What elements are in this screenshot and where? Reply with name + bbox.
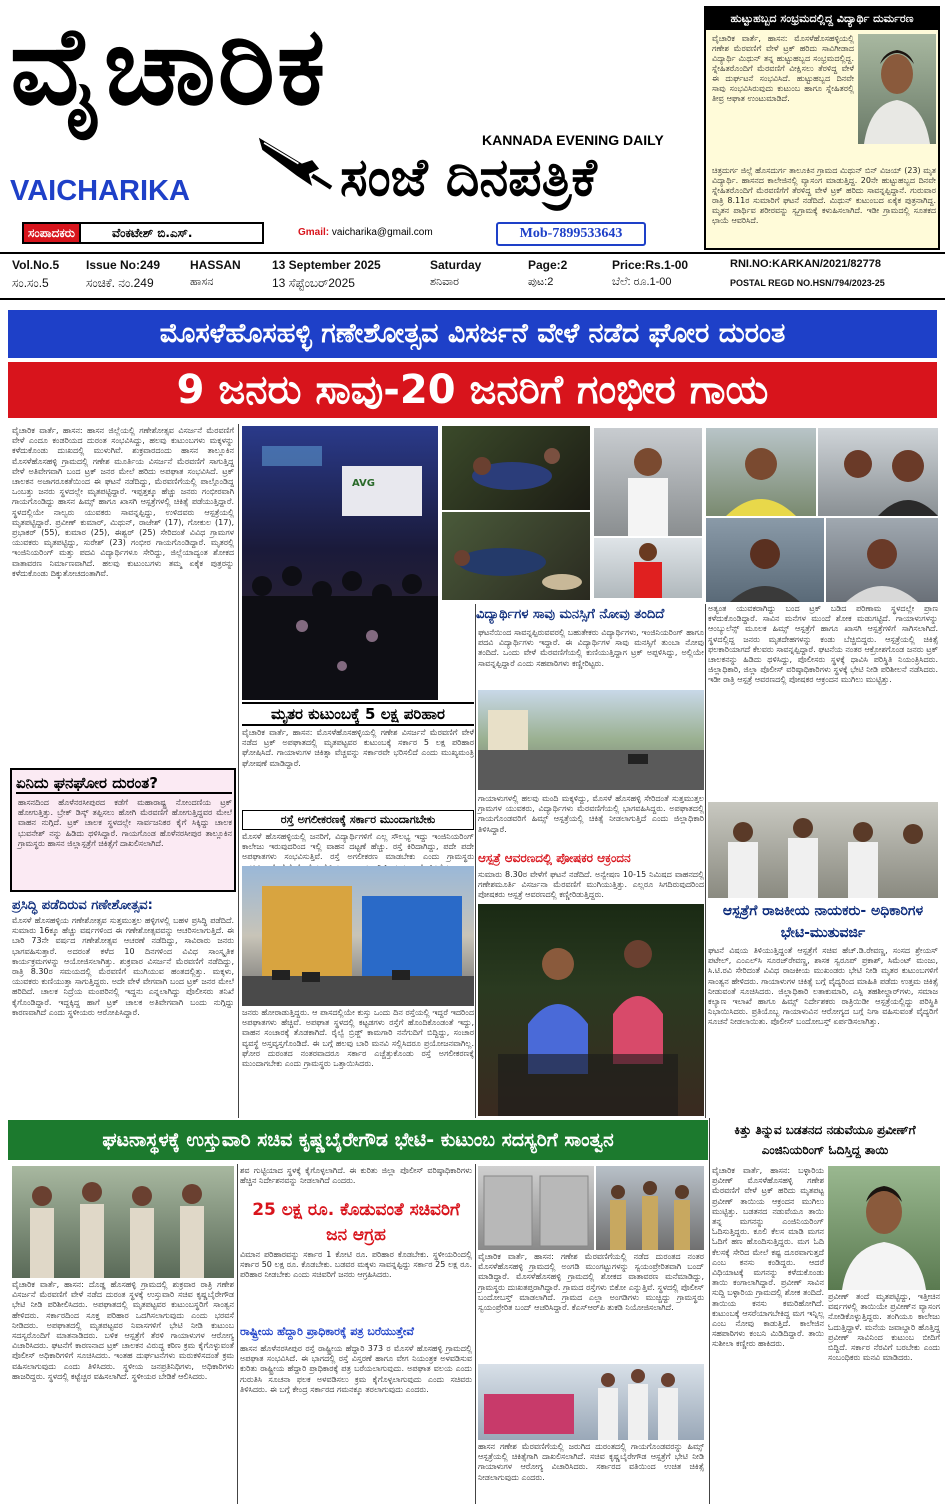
students-title: ವಿದ್ಯಾರ್ಥಿಗಳ ಸಾವು ಮನಸ್ಸಿಗೆ ನೋವು ತಂದಿದೆ: [476, 607, 665, 622]
injured-victims-photo-2: [442, 512, 590, 600]
compensation-title: ಮೃತರ ಕುಟುಂಬಕ್ಕೆ 5 ಲಕ್ಷ ಪರಿಹಾರ: [242, 702, 474, 726]
mother-story-body-2: ಪ್ರವೀಣ್ ತಂದೆ ಮೃತಪಟ್ಟಿದ್ದು, ಇತ್ತೀಚಿನ ವರ್ಷಗಳಲ್ಲಿ ತಾಯಿಯೇ ಪ್ರವೀಣ್‌ನ ವ್ಯಾಸಂಗ ನೋಡಿಕೊಳ್ಳುತ್ತಿದ್ದರು. ತಂಗಿಯೂ ಕಾಲೇಜು ಓದುತ್ತಿದ್ದಾಳೆ. ಮನೆಯ ಜವಾಬ್ದಾರಿ ಹೊತ್ತಿದ್ದ ಪ್ರವೀಣ್ ಸಾವಿನಿಂದ ಕುಟುಂಬ ಬೀದಿಗೆ ಬಿದ್ದಿದೆ. ಸರ್ಕಾರ ನೆರವಿಗೆ ಬರಬೇಕು ಎಂದು ಸಂಬಂಧಿಕರು ಮನವಿ ಮಾಡಿದರು.: [828, 1292, 940, 1363]
demand-body: ವಿಮಾನ ಪರಿಹಾರವನ್ನು ಸರ್ಕಾರ 1 ಕೋಟಿ ರೂ. ಪರಿಹಾರ ಕೊಡಬೇಕು. ಸ್ಥಳೀಯರಿಂದಲ್ಲಿ ಸರ್ಕಾರ 50 ಲಕ್ಷ ರೂ. ಕೊಡಬೇಕು. ಬಡವರ ಮಕ್ಕಳು ಸಾವನ್ನಪ್ಪಿದ್ದು ಸರ್ಕಾರ 25 ಲಕ್ಷ ರೂ. ಪರಿಹಾರ ನೀಡಬೇಕು ಎಂದು ಸಚಿವರಿಗೆ ಜನರು ಆಗ್ರಹಿಸಿದರು.: [240, 1250, 472, 1280]
minister-crowd-icon: [12, 1166, 234, 1278]
closed-shops-photo: [478, 1166, 594, 1250]
info-bar: [0, 252, 945, 300]
crowd-scene-icon: [242, 426, 438, 700]
injured-victims-photo-1: [442, 426, 590, 510]
top-story-body-1: ವೈಚಾರಿಕ ವಾರ್ತೆ, ಹಾಸನ: ಮೊಸಳೆಹೊಸಹಳ್ಳಿಯಲ್ಲಿ ಗಣೇಶ ಮೆರವಣಿಗೆ ವೇಳೆ ಟ್ರಕ್ ಹರಿದು ಸಾವಿಗೀಡಾದ ವಿದ್ಯಾರ್ಥಿ ಮಿಥುನ್ ತನ್ನ ಹುಟ್ಟುಹಬ್ಬದ ಸಂಭ್ರಮದಲ್ಲಿದ್ದ. ಸ್ನೇಹಿತರೊಂದಿಗೆ ಮೆರವಣಿಗೆ ವೀಕ್ಷಿಸಲು ತೆರಳಿದ್ದ ವೇಳೆ ಈ ದುರ್ಘಟನೆ ಸಂಭವಿಸಿದೆ. ಹುಟ್ಟುಹಬ್ಬದ ದಿನವೇ ಸಾವು ಸಂಭವಿಸಿರುವುದು ಕುಟುಂಬ ಹಾಗೂ ಸ್ನೇಹಿತರಲ್ಲಿ ತೀವ್ರ ಆಘಾತ ಉಂಟುಮಾಡಿದೆ.: [712, 34, 854, 103]
leaders-title: ಆಸ್ಪತ್ರೆಗೆ ರಾಜಕೀಯ ನಾಯಕರು- ಅಧಿಕಾರಿಗಳ ಭೇಟಿ-ಮುತುವರ್ಜಿ: [722, 903, 924, 941]
mobile-box[interactable]: Mob-7899533643: [496, 222, 646, 246]
students-body: ಘಟನೆಯಿಂದ ಸಾವನ್ನಪ್ಪಿರುವವರಲ್ಲಿ ಬಹುತೇಕರು ವಿದ್ಯಾರ್ಥಿಗಳು, ಇಂಜಿನಿಯರಿಂಗ್ ಹಾಗೂ ಪದವಿ ವಿದ್ಯಾರ್ಥಿಗಳು ಇದ್ದಾರೆ. ಈ ವಿದ್ಯಾರ್ಥಿಗಳ ಸಾವು ಮನಸ್ಸಿಗೆ ತುಂಬಾ ನೋವು ತಂದಿದೆ. ಒಂದು ವೇಳೆ ಮೆರವಣಿಗೆಯಲ್ಲಿ ಕುಣಿಯುತ್ತಿದ್ದಾಗ ಟ್ರಕ್ ಅಪ್ಪಳಿಸಿದ್ದು, ಅಲ್ಲಿಯೇ ಸಾವನ್ನಪ್ಪಿದ್ದಾರೆ ಎಂದು ಸಹಪಾಠಿಗಳು ಕಣ್ಣೀರಿಟ್ಟರು.: [478, 628, 704, 668]
ward-scene-icon: [478, 1364, 704, 1440]
right-col-body: ಅತ್ಯಂತ ಯುವಕರಾಗಿದ್ದು ಬಂದ ಟ್ರಕ್ ಬಡಿದ ಪರಿಣಾಮ ಸ್ಥಳದಲ್ಲೇ ಪ್ರಾಣ ಕಳೆದುಕೊಂಡಿದ್ದಾರೆ. ಸಾವಿನ ಮನೆಗಳ ಮುಂದೆ ಶೋಕ ಮಡುಗಟ್ಟಿದೆ. ಗಾಯಾಳುಗಳನ್ನು ಆಂಬ್ಯುಲೆನ್ಸ್ ಮೂಲಕ ಹಿಮ್ಸ್ ಆಸ್ಪತ್ರೆಗೆ ಹಾಗೂ ಖಾಸಗಿ ಆಸ್ಪತ್ರೆಗಳಿಗೆ ಸಾಗಿಸಲಾಗಿದೆ. ಸ್ಥಳದಲ್ಲಿದ್ದ ಜನರು ಮೃತದೇಹಗಳನ್ನು ಕಂಡು ಬೆಚ್ಚಿಬಿದ್ದರು. ಆಸ್ಪತ್ರೆಯಲ್ಲಿ ಚಿಕಿತ್ಸೆ ಫಲಕಾರಿಯಾಗದೆ ಕೆಲವರು ಸಾವನ್ನಪ್ಪಿದ್ದಾರೆ. ಘಟನೆಯ ನಂತರ ಆಕ್ರೋಶಗೊಂಡ ಜನರು ಟ್ರಕ್ ಚಾಲಕನನ್ನು ಹಿಡಿದು ಥಳಿಸಿದ್ದು, ಪೊಲೀಸರು ಸ್ಥಳಕ್ಕೆ ಧಾವಿಸಿ ಪರಿಸ್ಥಿತಿ ನಿಯಂತ್ರಿಸಿದರು. ಜಿಲ್ಲಾಧಿಕಾರಿ, ಜಿಲ್ಲಾ ಪೊಲೀಸ್ ವರಿಷ್ಠಾಧಿಕಾರಿಗಳು ಸ್ಥಳಕ್ಕೆ ಭೇಟಿ ನೀಡಿ ಪರಿಶೀಲನೆ ನಡೆಸಿದರು. ಇಡೀ ರಾತ್ರಿ ಆಸ್ಪತ್ರೆ ಆವರಣದಲ್ಲಿ ಪೋಷಕರ ಆಕ್ರಂದನ ಮುಗಿಲು ಮುಟ್ಟಿತ್ತು.: [708, 604, 938, 685]
city-en: HASSAN: [190, 258, 241, 272]
date-kn: 13 ಸೆಪ್ಟೆಂಬರ್2025: [272, 276, 355, 290]
road-widening-title: ರಸ್ತೆ ಅಗಲೀಕರಣಕ್ಕೆ ಸರ್ಕಾರ ಮುಂದಾಗಬೇಕು: [242, 810, 474, 830]
compensation-body: ವೈಚಾರಿಕ ವಾರ್ತೆ, ಹಾಸನ: ಮೊಸಳೆಹೊಸಹಳ್ಳಿಯಲ್ಲಿ ಗಣೇಶ ವಿಸರ್ಜನೆ ಮೆರವಣಿಗೆ ವೇಳೆ ನಡೆದ ಟ್ರಕ್ ಅಪಘಾತದಲ್ಲಿ ಮೃತಪಟ್ಟವರ ಕುಟುಂಬಕ್ಕೆ ಸರ್ಕಾರ 5 ಲಕ್ಷ ಪರಿಹಾರ ಘೋಷಿಸಿದೆ. ಗಾಯಾಳುಗಳ ಚಿಕಿತ್ಸಾ ವೆಚ್ಚವನ್ನು ಸರ್ಕಾರವೇ ಭರಿಸಲಿದೆ ಎಂದು ಮುಖ್ಯಮಂತ್ರಿ ಘೋಷಣೆ ಮಾಡಿದ್ದಾರೆ.: [242, 728, 474, 768]
what-happened-box: [10, 768, 236, 892]
lead-col1-body: ವೈಚಾರಿಕ ವಾರ್ತೆ, ಹಾಸನ: ಹಾಸನ ಜಿಲ್ಲೆಯಲ್ಲಿ ಗಣೇಶೋತ್ಸವ ವಿಸರ್ಜನೆ ಮೆರವಣಿಗೆ ವೇಳೆ ಎಂದೂ ಕಂಡರಿಯದ ದುರಂತ ಸಂಭವಿಸಿದ್ದು, ಹಲವು ಕುಟುಂಬಗಳು ಮಕ್ಕಳನ್ನು ಕಳೆದುಕೊಂಡು ದುಃಖದಲ್ಲಿ ಮುಳುಗಿವೆ. ಶುಕ್ರವಾರದಂದು ಹಾಸನ ತಾಲ್ಲೂಕಿನ ಮೊಸಳೆಹೊಸಹಳ್ಳಿ ಗ್ರಾಮದಲ್ಲಿ ಗಣೇಶ ಮೂರ್ತಿಯ ವಿಸರ್ಜನೆ ಮೆರವಣಿಗೆ ಸಾಗುತ್ತಿದ್ದ ವೇಳೆ ಅತಿವೇಗವಾಗಿ ಬಂದ ಟ್ರಕ್ ಜನರ ಮೇಲೆ ಹರಿದು ಅಪಘಾತ ಸಂಭವಿಸಿದೆ. ಟ್ರಕ್ ಚಾಲಕನ ಅಜಾಗರೂಕತೆಯಿಂದ ಈ ಘಟನೆ ನಡೆದಿದ್ದು, ಮೆರವಣಿಗೆಯಲ್ಲಿ ಪಾಲ್ಗೊಂಡಿದ್ದ ಒಂಬತ್ತು ಜನರು ಸ್ಥಳದಲ್ಲೇ ಮೃತಪಟ್ಟಿದ್ದಾರೆ. ಇಪ್ಪತ್ತಕ್ಕೂ ಹೆಚ್ಚು ಜನರು ಗಂಭೀರವಾಗಿ ಗಾಯಗೊಂಡಿದ್ದು ಹಾಸನ ಹಿಮ್ಸ್ ಹಾಗೂ ಖಾಸಗಿ ಆಸ್ಪತ್ರೆಗಳಲ್ಲಿ ಚಿಕಿತ್ಸೆ ಪಡೆಯುತ್ತಿದ್ದಾರೆ. ಸ್ಥಳದಲ್ಲಿಯೇ ನಾಲ್ವರು ಯುವಕರು ಸಾವನ್ನಪ್ಪಿದ್ದು, ಉಳಿದವರು ಆಸ್ಪತ್ರೆಯಲ್ಲಿ ಮೃತಪಟ್ಟಿದ್ದಾರೆ. ಪ್ರವೀಣ್ ಕುಮಾರ್, ಮಿಥುನ್, ರಾಜೇಶ್ (17), ಗೋಕುಲ (17), ಪ್ರಭಾಕರ್ (55), ಕುಮಾರ (25), ಈಶ್ವರ್ (25) ಸೇರಿದಂತೆ ವಿವಿಧ ಗ್ರಾಮಗಳ ಯುವಕರು ಮೃತಪಟ್ಟಿದ್ದು, ಸುರೇಶ್ (23) ಗಂಭೀರ ಗಾಯಗೊಂಡಿದ್ದಾರೆ. ಮೃತರಲ್ಲಿ ಇಂಜಿನಿಯರಿಂಗ್ ಮತ್ತು ಪದವಿ ವಿದ್ಯಾರ್ಥಿಗಳೂ ಸೇರಿದ್ದು, ಜಿಲ್ಲೆಯಾದ್ಯಂತ ಶೋಕದ ವಾತಾವರಣ ನಿರ್ಮಾಣವಾಗಿದೆ. ಹಲವು ಕುಟುಂಬಗಳು ತಮ್ಮ ಏಕೈಕ ಪುತ್ರರನ್ನು ಕಳೆದುಕೊಂಡು ದಿಕ್ಕುತೋಚದಂತಾಗಿವೆ.: [12, 426, 234, 578]
gmail-line: [298, 227, 433, 238]
hospital-relatives-photo: [478, 904, 704, 1116]
procession-crowd-photo: [242, 426, 438, 700]
price-kn: ಬೆಲೆ: ರೂ.1-00: [612, 276, 672, 288]
praveen-portrait-photo: [828, 1166, 940, 1290]
date-en: 13 September 2025: [272, 258, 381, 272]
minister-visit-banner: ಘಟನಾಸ್ಥಳಕ್ಕೆ ಉಸ್ತುವಾರಿ ಸಚಿವ ಕೃಷ್ಣಬೈರೇಗೌಡ ಭೇಟಿ- ಕುಟುಂಬ ಸದಸ್ಯರಿಗೆ ಸಾಂತ್ವನ: [8, 1120, 708, 1160]
highway-title: ರಾಷ್ಟ್ರೀಯ ಹೆದ್ದಾರಿ ಪ್ರಾಧಿಕಾರಕ್ಕೆ ಪತ್ರ ಬರೆಯುತ್ತೇವೆ: [240, 1325, 414, 1338]
column-rule-6: [709, 1118, 710, 1504]
victim-photo-2: [594, 538, 702, 598]
minister-visit-photo: [12, 1166, 234, 1278]
editor-bar: [22, 222, 264, 244]
issue-en: Issue No:249: [86, 258, 161, 272]
tagline-english: KANNADA EVENING DAILY: [482, 132, 664, 148]
day-kn: ಶನಿವಾರ: [430, 276, 459, 288]
demand-title: 25 ಲಕ್ಷ ರೂ. ಕೊಡುವಂತೆ ಸಚಿವರಿಗೆ ಜನ ಆಗ್ರಹ: [252, 1200, 460, 1245]
officials-at-hospital-photo: [708, 802, 938, 898]
person-icon: [818, 428, 938, 516]
person-icon: [826, 518, 938, 602]
column-rule-4: [237, 1164, 238, 1504]
top-right-story: [704, 6, 940, 250]
praveen-silhouette-icon: [828, 1166, 940, 1290]
lead-headline-2: 9 ಜನರು ಸಾವು-20 ಜನರಿಗೆ ಗಂಭೀರ ಗಾಯ: [8, 362, 937, 418]
top-story-body-2: ಚಿತ್ರದುರ್ಗ ಜಿಲ್ಲೆ ಹೊಸದುರ್ಗ ತಾಲೂಕಿನ ಗ್ರಾಮದ ಮಿಥುನ್ ಬಿನ್ ವಿಜಯ್ (23) ಮೃತ ವಿದ್ಯಾರ್ಥಿ. ಹಾಸನದ ಕಾಲೇಜಿನಲ್ಲಿ ವ್ಯಾಸಂಗ ಮಾಡುತ್ತಿದ್ದ. 20ನೇ ಹುಟ್ಟುಹಬ್ಬದ ದಿನವೇ ಸ್ನೇಹಿತರೊಂದಿಗೆ ಮೆರವಣಿಗೆಗೆ ತೆರಳಿದ್ದ ವೇಳೆ ಟ್ರಕ್ ಹರಿದು ಸಾವನ್ನಪ್ಪಿದ್ದಾನೆ. ಗುರುವಾರ ರಾತ್ರಿ 8.11ರ ಸುಮಾರಿಗೆ ಘಟನೆ ನಡೆದಿದೆ. ಮಿಥುನ್ ಕುಟುಂಬದ ಏಕೈಕ ಪುತ್ರನಾಗಿದ್ದ. ಮೃತನ ಪಾರ್ಥಿವ ಶರೀರವನ್ನು ಸ್ವಗ್ರಾಮಕ್ಕೆ ಕಳುಹಿಸಲಾಗಿದೆ. ಇಡೀ ಗ್ರಾಮದಲ್ಲಿ ಸೂತಕದ ಛಾಯೆ ಆವರಿಸಿದೆ.: [712, 166, 936, 225]
mother-story-title: ಕಿತ್ತು ತಿನ್ನುವ ಬಡತನದ ನಡುವೆಯೂ ಪ್ರವೀಣ್‌ಗೆ ಎಂಜಿನಿಯರಿಂಗ್ ಓದಿಸ್ತಿದ್ದ ತಾಯಿ: [734, 1123, 916, 1157]
highway-scene-icon: [478, 690, 704, 790]
person-icon: [594, 428, 702, 536]
minister-visit-body: ವೈಚಾರಿಕ ವಾರ್ತೆ, ಹಾಸನ: ದೊಡ್ಡ ಹೊಸಹಳ್ಳಿ ಗ್ರಾಮದಲ್ಲಿ ಶುಕ್ರವಾರ ರಾತ್ರಿ ಗಣೇಶ ವಿಸರ್ಜನೆ ಮೆರವಣಿಗೆ ವೇಳೆ ನಡೆದ ದುರಂತ ಸ್ಥಳಕ್ಕೆ ಉಸ್ತುವಾರಿ ಸಚಿವ ಕೃಷ್ಣಬೈರೇಗೌಡ ಭೇಟಿ ನೀಡಿ ಪರಿಶೀಲಿಸಿದರು. ಅಪಘಾತದಲ್ಲಿ ಮೃತಪಟ್ಟವರ ಕುಟುಂಬಸ್ಥರಿಗೆ ಸಾಂತ್ವನ ಹೇಳಿದರು. ಸರ್ಕಾರದಿಂದ ಸೂಕ್ತ ಪರಿಹಾರ ಒದಗಿಸಲಾಗುವುದು ಎಂದು ಭರವಸೆ ನೀಡಿದರು. ಅಪಘಾತದಲ್ಲಿ ಮೃತಪಟ್ಟವರ ನಿವಾಸಗಳಿಗೆ ಭೇಟಿ ನೀಡಿ ಕುಟುಂಬ ಸದಸ್ಯರೊಂದಿಗೆ ಮಾತನಾಡಿದರು. ಬಳಿಕ ಆಸ್ಪತ್ರೆಗೆ ತೆರಳಿ ಗಾಯಾಳುಗಳ ಆರೋಗ್ಯ ವಿಚಾರಿಸಿದರು. ಘಟನೆಗೆ ಕಾರಣನಾದ ಟ್ರಕ್ ಚಾಲಕನ ವಿರುದ್ಧ ಕಠಿಣ ಕ್ರಮ ಕೈಗೊಳ್ಳುವಂತೆ ಪೊಲೀಸ್ ಅಧಿಕಾರಿಗಳಿಗೆ ಸೂಚಿಸಿದರು. ಇಂತಹ ದುರ್ಘಟನೆಗಳು ಮರುಕಳಿಸದಂತೆ ಕ್ರಮ ವಹಿಸಲಾಗುವುದು ಎಂದು ತಿಳಿಸಿದರು. ಸ್ಥಳೀಯ ಜನಪ್ರತಿನಿಧಿಗಳು, ಅಧಿಕಾರಿಗಳು ಹಾಜರಿದ್ದರು. ಸ್ಥಳದಲ್ಲಿ ಕಟ್ಟೆಚ್ಚರ ವಹಿಸಲಾಗಿದೆ. ಸ್ಥಳೀಯರ ಬೇಡಿಕೆ ಆಲಿಸಿದರು.: [12, 1280, 234, 1381]
column-rule-1: [238, 424, 239, 1118]
hospital-ward-photo: [478, 1364, 704, 1440]
person-icon-red-shirt: [594, 538, 702, 598]
masthead-title-english: VAICHARIKA: [10, 175, 190, 207]
what-happened-body: ಹಾಸನದಿಂದ ಹೊಳೆನರಸೀಪುರದ ಕಡೆಗೆ ಮಹಾರಾಷ್ಟ್ರ ನೋಂದಣಿಯ ಟ್ರಕ್ ಹೋಗುತ್ತಿತ್ತು. ಬ್ರೇಕ್ ಡಿಸ್ಕ್ ತಪ್ಪಿಸಲು ಹೋಗಿ ಮೆರವಣಿಗೆ ಹೋಗುತ್ತಿದ್ದವರ ಮೇಲೆ ವಾಹನ ನುಗ್ಗಿದೆ. ಟ್ರಕ್ ಚಾಲಕ ಸ್ಥಳದಲ್ಲೇ ಸಾರ್ವಜನಿಕರ ಕೈಗೆ ಸಿಕ್ಕಿದ್ದು ಚಾಲಕ ಭುವನೇಶ್ ನನ್ನು ಹಿಡಿದು ಥಳಿಸಿದ್ದಾರೆ. ಗಾಯಗೊಂಡ ಹೊಳೆನರಸೀಪುರ ತಾಲ್ಲೂಕಿನ ಗ್ರಾಮಸ್ಥರು ಹಾಸನ ಜಿಲ್ಲಾಸ್ಪತ್ರೆಗೆ ಚಿಕಿತ್ಸೆಗೆ ದಾಖಲಿಸಲಾಗಿದೆ.: [18, 798, 232, 848]
police-at-village-photo: [596, 1166, 704, 1250]
person-icon: [706, 428, 816, 516]
accident-site-buildings-photo: [242, 866, 474, 1006]
shutters-icon: [478, 1166, 594, 1250]
editor-label: ಸಂಪಾದಕರು: [24, 224, 81, 242]
gmail-address[interactable]: vaicharika@gmail.com: [331, 227, 433, 238]
lead-headline-1: ಮೊಸಳೆಹೊಸಹಳ್ಳಿ ಗಣೇಶೋತ್ಸವ ವಿಸರ್ಜನೆ ವೇಳೆ ನಡೆದ ಘೋರ ದುರಂತ: [8, 310, 937, 358]
victim-photo-5: [706, 518, 824, 602]
victim-photo-6: [826, 518, 938, 602]
masthead: [0, 0, 700, 252]
person-icon: [706, 518, 824, 602]
police-icon: [596, 1166, 704, 1250]
ganesha-body: ಮೊಸಳೆ ಹೊಸಹಳ್ಳಿಯ ಗಣೇಶೋತ್ಸವ ಸುತ್ತಮುತ್ತಲ ಹಳ್ಳಿಗಳಲ್ಲಿ ಬಹಳ ಪ್ರಸಿದ್ಧಿ ಪಡೆದಿದೆ. ಸುಮಾರು 16ಕ್ಕೂ ಹೆಚ್ಚು ವರ್ಷಗಳಿಂದ ಈ ಗಣೇಶೋತ್ಸವವನ್ನು ಆಚರಿಸಲಾಗುತ್ತಿದೆ. ಈ ಬಾರಿ 73ನೇ ವರ್ಷದ ಗಣೇಶೋತ್ಸವ ಆಚರಣೆ ನಡೆದಿದ್ದು, ಸಾವಿರಾರು ಜನರು ಭಾಗವಹಿಸುತ್ತಾರೆ. ಅದರಂತೆ ಕಳೆದ 10 ದಿನಗಳಿಂದ ವಿವಿಧ ಸಾಂಸ್ಕೃತಿಕ ಕಾರ್ಯಕ್ರಮಗಳನ್ನು ಆಯೋಜಿಸಲಾಗಿತ್ತು. ಶುಕ್ರವಾರ ವಿಸರ್ಜನೆ ಮೆರವಣಿಗೆ ನಡೆದಿದ್ದು, ರಾತ್ರಿ 8.30ರ ಸಮಯದಲ್ಲಿ ಮೆರವಣಿಗೆ ಮುಗಿಯುವ ಹಂತದಲ್ಲಿತ್ತು. ಮಕ್ಕಳು, ಯುವಕರು ಕುಣಿಯುತ್ತಾ ಸಾಗುತ್ತಿದ್ದರು. ಅದೇ ವೇಳೆ ವೇಗವಾಗಿ ಬಂದ ಟ್ರಕ್ ಜನರ ಮೇಲೆ ಹರಿದಿದೆ. ಚಾಲಕ ನಿದ್ರೆಯ ಮಂಪರಿನಲ್ಲಿ ಇದ್ದನು ಎನ್ನಲಾಗಿದ್ದು ಪೊಲೀಸರು ತನಿಖೆ ಕೈಗೊಂಡಿದ್ದಾರೆ. ಇದ್ದಕ್ಕಿದ್ದ ಹಾಗೆ ಟ್ರಕ್ ಚಾಲಕ ಅತಿವೇಗವಾಗಿ ಬಂದು ನುಗ್ಗಿದ್ದು ಕಾರಣವಾಗಿದೆ ಎಂದು ಸ್ಥಳೀಯರು ಆರೋಪಿಸಿದ್ದಾರೆ.: [12, 916, 234, 1017]
mourning-scene-icon: [478, 904, 704, 1116]
fountain-pen-icon: [252, 126, 338, 196]
vol-kn: ಸಂ.ಸಂ.5: [12, 276, 49, 290]
students-body-2: ಗಾಯಾಳುಗಳಲ್ಲಿ ಹಲವು ಮಂದಿ ಮಕ್ಕಳಿದ್ದು, ಮೊಸಳೆ ಹೊಸಹಳ್ಳಿ ಸೇರಿದಂತೆ ಸುತ್ತಮುತ್ತಲ ಗ್ರಾಮಗಳ ಯುವಕರು, ವಿದ್ಯಾರ್ಥಿಗಳು ಮೆರವಣಿಗೆಯಲ್ಲಿ ಭಾಗವಹಿಸಿದ್ದರು. ಅಪಘಾತದಲ್ಲಿ ಗಾಯಗೊಂಡವರಿಗೆ ಹಿಮ್ಸ್ ಆಸ್ಪತ್ರೆಯಲ್ಲಿ ಚಿಕಿತ್ಸೆ ನೀಡಲಾಗುತ್ತಿದೆ ಎಂದು ಜಿಲ್ಲಾಧಿಕಾರಿ ತಿಳಿಸಿದ್ದಾರೆ.: [478, 794, 704, 834]
leaders-body: ಘಟನೆ ವಿಷಯ ತಿಳಿಯುತ್ತಿದ್ದಂತೆ ಆಸ್ಪತ್ರೆಗೆ ಸಚಿವ ಹೆಚ್.ಡಿ.ರೇವಣ್ಣ, ಸಂಸದ ಶ್ರೇಯಸ್ ಪಟೇಲ್, ಎಂಎಲ್‌ಸಿ ಸೂರಜ್‌ರೇವಣ್ಣ, ಶಾಸಕ ಸ್ವರೂಪ್ ಪ್ರಕಾಶ್, ಸಿಮೆಂಟ್ ಮಂಜು, ಸಿ.ಟಿ.ರವಿ ಸೇರಿದಂತೆ ವಿವಿಧ ರಾಜಕೀಯ ಮುಖಂಡರು ಭೇಟಿ ನೀಡಿ ಮೃತರ ಕುಟುಂಬಗಳಿಗೆ ಸಾಂತ್ವನ ಹೇಳಿದರು. ಗಾಯಾಳುಗಳ ಚಿಕಿತ್ಸೆ ಬಗ್ಗೆ ವೈದ್ಯರಿಂದ ಮಾಹಿತಿ ಪಡೆದು ಉತ್ತಮ ಚಿಕಿತ್ಸೆ ನೀಡುವಂತೆ ಸೂಚಿಸಿದರು. ಜಿಲ್ಲಾಧಿಕಾರಿ ಲತಾಕುಮಾರಿ, ಎಸ್ಪಿ ತಹಶೀಲ್ದಾರ್‌ಗಳು, ಸಮಾಜ ಕಲ್ಯಾಣ ಇಲಾಖೆ ಹಾಗೂ ಹಿಮ್ಸ್ ನಿರ್ದೇಶಕರು ರಾತ್ರಿಯಿಡೀ ಆಸ್ಪತ್ರೆಯಲ್ಲಿದ್ದು ಪರಿಸ್ಥಿತಿ ನಿಭಾಯಿಸಿದರು. ಪ್ರತಿಯೊಬ್ಬ ಗಾಯಾಳುವಿನ ಆರೋಗ್ಯದ ಬಗ್ಗೆ ನಿಗಾ ವಹಿಸುವಂತೆ ವೈದ್ಯರಿಗೆ ಸೂಚನೆ ನೀಡಲಾಯಿತು. ಪೊಲೀಸ್ ಬಂದೋಬಸ್ತ್ ಏರ್ಪಡಿಸಲಾಗಿತ್ತು.: [708, 946, 938, 1027]
street-scene-icon: [242, 866, 474, 1006]
victims-ground-icon: [442, 512, 590, 600]
bandh-body: ವೈಚಾರಿಕ ವಾರ್ತೆ, ಹಾಸನ: ಗಣೇಶ ಮೆರವಣಿಗೆಯಲ್ಲಿ ನಡೆದ ದುರಂತದ ನಂತರ ಮೊಸಳೆಹೊಸಹಳ್ಳಿ ಗ್ರಾಮದಲ್ಲಿ ಅಂಗಡಿ ಮುಂಗಟ್ಟುಗಳನ್ನು ಸ್ವಯಂಪ್ರೇರಿತವಾಗಿ ಬಂದ್ ಮಾಡಿದ್ದಾರೆ. ಮೊಸಳೆಹೊಸಹಳ್ಳಿ ಗ್ರಾಮದಲ್ಲಿ ಶೋಕದ ವಾತಾವರಣ ಮನೆಮಾಡಿದ್ದು, ಗ್ರಾಮಸ್ಥರು ದುಃಖತಪ್ತರಾಗಿದ್ದಾರೆ. ಗ್ರಾಮದ ರಸ್ತೆಗಳು ಬಿಕೋ ಎನ್ನುತ್ತಿವೆ. ಸ್ಥಳದಲ್ಲಿ ಪೊಲೀಸ್ ಬಂದೋಬಸ್ತ್ ಮಾಡಲಾಗಿದೆ. ಗ್ರಾಮದ ಎಲ್ಲಾ ಅಂಗಡಿಗಳು ಮುಚ್ಚಿದ್ದು ಗ್ರಾಮಸ್ಥರು ಸ್ವಯಂಪ್ರೇರಿತ ಬಂದ್ ಆಚರಿಸಿದ್ದಾರೆ. ಕೆಎಸ್ಆರ್‌ಪಿ ತುಕಡಿ ನಿಯೋಜಿಸಲಾಗಿದೆ.: [478, 1252, 704, 1313]
victim-photo-1: [594, 428, 702, 536]
top-story-title: ಹುಟ್ಟುಹಬ್ಬದ ಸಂಭ್ರಮದಲ್ಲಿದ್ದ ವಿದ್ಯಾರ್ಥಿ ದುರ್ಮರಣ: [706, 8, 938, 30]
victim-photo-3: [706, 428, 816, 516]
gmail-label: Gmail:: [298, 227, 330, 238]
column-rule-5: [475, 1164, 476, 1504]
editor-name: ವೆಂಕಟೇಶ್ ಬಿ.ಎಸ್.: [112, 226, 193, 240]
rni-number: RNI.NO:KARKAN/2021/82778: [730, 258, 881, 270]
page-en: Page:2: [528, 258, 568, 272]
mother-story-body: ವೈಚಾರಿಕ ವಾರ್ತೆ, ಹಾಸನ: ಬಳ್ಳಾರಿಯ ಪ್ರವೀಣ್ ಮೊಸಳೆಹೊಸಹಳ್ಳಿ ಗಣೇಶ ಮೆರವಣಿಗೆ ವೇಳೆ ಟ್ರಕ್ ಹರಿದು ಮೃತಪಟ್ಟ ಪ್ರವೀಣ್ ತಾಯಿಯ ಆಕ್ರಂದನ ಮುಗಿಲು ಮುಟ್ಟಿತ್ತು. ಬಡತನದ ನಡುವೆಯೂ ತಾಯಿ ತನ್ನ ಮಗನನ್ನು ಎಂಜಿನಿಯರಿಂಗ್ ಓದಿಸುತ್ತಿದ್ದರು. ಕೂಲಿ ಕೆಲಸ ಮಾಡಿ ಮಗನ ಓದಿಗೆ ಹಣ ಹೊಂದಿಸುತ್ತಿದ್ದರು. ಮಗ ಓದಿ ಕೆಲಸಕ್ಕೆ ಸೇರಿದ ಮೇಲೆ ಕಷ್ಟ ದೂರವಾಗುತ್ತದೆ ಎಂಬ ಕನಸು ಕಂಡಿದ್ದರು. ಆದರೆ ವಿಧಿಯಾಟಕ್ಕೆ ಮಗನನ್ನು ಕಳೆದುಕೊಂಡು ತಾಯಿ ಕಂಗಾಲಾಗಿದ್ದಾರೆ. ಪ್ರವೀಣ್ ಸಾವಿನ ಸುದ್ದಿ ಬಳ್ಳಾರಿಯ ಗ್ರಾಮದಲ್ಲಿ ಶೋಕ ತಂದಿದೆ. ತಾಯಿಯ ಕನಸು ಕಮರಿಹೋಗಿದೆ. ಕುಟುಂಬಕ್ಕೆ ಆಸರೆಯಾಗಬೇಕಿದ್ದ ಮಗ ಇನ್ನಿಲ್ಲ ಎಂಬ ನೋವು ಕಾಡುತ್ತಿದೆ. ಕಾಲೇಜಿನ ಸಹಪಾಠಿಗಳು ಕಂಬನಿ ಮಿಡಿದಿದ್ದಾರೆ. ತಾಯಿ ಸುಶೀಲಾ ಕಣ್ಣೀರು ಹಾಕಿದರು.: [712, 1166, 824, 1349]
ganesha-subtitle: ಪ್ರಸಿದ್ಧಿ ಪಡೆದಿರುವ ಗಣೇಶೋತ್ಸವ:: [12, 898, 153, 913]
wail-title: ಆಸ್ಪತ್ರೆ ಆವರಣದಲ್ಲಿ ಪೋಷಕರ ಆಕ್ರಂದನ: [478, 851, 631, 865]
column-rule-3: [705, 604, 706, 1118]
officials-scene-icon: [708, 802, 938, 898]
city-kn: ಹಾಸನ: [190, 276, 214, 288]
victims-scene-icon: [442, 426, 590, 510]
price-en: Price:Rs.1-00: [612, 258, 689, 272]
student-portrait-photo: [858, 34, 936, 144]
highway-accident-spot-photo: [478, 690, 704, 790]
svg-text:AVG: AVG: [352, 478, 376, 489]
issue-kn: ಸಂಚಿಕೆ. ನಂ.249: [86, 276, 154, 290]
day-en: Saturday: [430, 258, 482, 272]
column-rule-2: [475, 604, 476, 1118]
what-happened-title: ಏನಿದು ಘನಘೋರ ದುರಂತ?: [16, 772, 232, 794]
highway-body: ಹಾಸನ ಹೊಳೆನರಸೀಪುರ ರಸ್ತೆ ರಾಷ್ಟ್ರೀಯ ಹೆದ್ದಾರಿ 373 ರ ಮೊಸಳೆ ಹೊಸಹಳ್ಳಿ ಗ್ರಾಮದಲ್ಲಿ ಅಪಘಾತ ಸಂಭವಿಸಿದೆ. ಈ ಭಾಗದಲ್ಲಿ ರಸ್ತೆ ವಿಸ್ತರಣೆ ಹಾಗೂ ವೇಗ ನಿಯಂತ್ರಕ ಅಳವಡಿಸುವ ಕುರಿತು ರಾಷ್ಟ್ರೀಯ ಹೆದ್ದಾರಿ ಪ್ರಾಧಿಕಾರಕ್ಕೆ ಪತ್ರ ಬರೆಯಲಾಗುವುದು. ಅಪಘಾತ ವಲಯ ಎಂದು ಗುರುತಿಸಿ ಸೂಚನಾ ಫಲಕ ಅಳವಡಿಸಲು ಕ್ರಮ ಕೈಗೊಳ್ಳಲಾಗುವುದು ಎಂದು ಸಚಿವರು ತಿಳಿಸಿದರು. ಈ ಬಗ್ಗೆ ಕೇಂದ್ರ ಸರ್ಕಾರದ ಗಮನಕ್ಕೂ ತರಲಾಗುವುದು ಎಂದರು.: [240, 1344, 472, 1394]
postal-regd: POSTAL REGD NO.HSN/794/2023-25: [730, 278, 885, 288]
vol-en: Vol.No.5: [12, 258, 60, 272]
tagline-kannada: ಸಂಜೆ ದಿನಪತ್ರಿಕೆ: [340, 148, 597, 208]
road-widening-body: ಮೊಸಳೆ ಹೊಸಹಳ್ಳಿಯಲ್ಲಿ ಜನರಿಗೆ, ವಿದ್ಯಾರ್ಥಿಗಳಿಗೆ ಎಲ್ಲ ಸೌಲಭ್ಯ ಇದ್ದು ಇಂಜಿನಿಯರಿಂಗ್ ಕಾಲೇಜು ಇರುವುದರಿಂದ ಇಲ್ಲಿ ವಾಹನ ದಟ್ಟಣೆ ಹೆಚ್ಚು. ರಸ್ತೆ ಕಿರಿದಾಗಿದ್ದು, ಪದೇ ಪದೇ ಅಪಘಾತಗಳು ಸಂಭವಿಸುತ್ತಿವೆ. ರಸ್ತೆ ಅಗಲೀಕರಣ ಮಾಡಬೇಕು ಎಂದು ಗ್ರಾಮಸ್ಥರು: [242, 832, 474, 862]
demand-intro: ಶವ ಗುಟ್ಟಿಯಾದ ಸ್ಥಳಕ್ಕೆ ಕೈಗೊಳ್ಳಲಾಗಿದೆ. ಈ ಕುರಿತು ಜಿಲ್ಲಾ ಪೊಲೀಸ್ ವರಿಷ್ಠಾಧಿಕಾರಿಗಳು ಹೆಚ್ಚಿನ ನಿರ್ದೇಶನವನ್ನು ನೀಡಲಾಗಿದೆ ಎಂದರು.: [240, 1166, 472, 1186]
student-silhouette-icon: [858, 34, 936, 144]
victim-photo-4: [818, 428, 938, 516]
hospital-ward-body: ಹಾಸನ ಗಣೇಶ ಮೆರವಣಿಗೆಯಲ್ಲಿ ಜರುಗಿದ ದುರಂತದಲ್ಲಿ ಗಾಯಗೊಂಡವರನ್ನು ಹಿಮ್ಸ್ ಆಸ್ಪತ್ರೆಯಲ್ಲಿ ಚಿಕಿತ್ಸೆಗಾಗಿ ದಾಖಲಿಸಲಾಗಿದೆ. ಸಚಿವ ಕೃಷ್ಣಬೈರೇಗೌಡ ಆಸ್ಪತ್ರೆಗೆ ಭೇಟಿ ನೀಡಿ ಗಾಯಾಳುಗಳ ಆರೋಗ್ಯ ವಿಚಾರಿಸಿದರು. ಸರ್ಕಾರದ ವತಿಯಿಂದ ಉಚಿತ ಚಿಕಿತ್ಸೆ ನೀಡಲಾಗುವುದು ಎಂದರು.: [478, 1442, 704, 1482]
middle-bottom-body: ಜನರು ಹೋರಾಡುತ್ತಿದ್ದರು. ಆ ಪಾಸದಲ್ಲಿಯೇ ಕುಸ್ತು ಒಂದು ದಿನ ರಸ್ತೆಯಲ್ಲಿ ಇದ್ದರೆ ಇದರಿಂದ ಅಪಘಾತಗಳು ಹೆಚ್ಚಿವೆ. ಅಪಘಾತ ಸ್ಥಳದಲ್ಲಿ ಕಟ್ಟಡಗಳು ರಸ್ತೆಗೆ ಹೊಂದಿಕೊಂಡಂತೆ ಇದ್ದು, ವಾಹನ ಸಂಚಾರಕ್ಕೆ ತೊಡಕಾಗಿದೆ. ರೈಲ್ವೆ ಬ್ರಿಡ್ಜ್ ಕಾಮಗಾರಿ ನನೆಗುದಿಗೆ ಬಿದ್ದಿದ್ದು, ಸಂಚಾರ ವ್ಯವಸ್ಥೆ ಅಸ್ತವ್ಯಸ್ತಗೊಂಡಿದೆ. ಈ ಬಗ್ಗೆ ಹಲವು ಬಾರಿ ಮನವಿ ಸಲ್ಲಿಸಿದರೂ ಪ್ರಯೋಜನವಾಗಿಲ್ಲ. ಘೋರ ದುರಂತದ ನಂತರವಾದರೂ ಸರ್ಕಾರ ಎಚ್ಚೆತ್ತುಕೊಂಡು ರಸ್ತೆ ಅಗಲೀಕರಣಕ್ಕೆ ಮುಂದಾಗಬೇಕು ಎಂದು ಗ್ರಾಮಸ್ಥರು ಒತ್ತಾಯಿಸಿದರು.: [242, 1008, 474, 1069]
wail-body: ಸುಮಾರು 8.30ರ ವೇಳೆಗೆ ಘಟನೆ ನಡೆದಿದೆ. ಅನ್ವೇಷಣ 10-15 ನಿಮಿಷದ ವಾಹನದಲ್ಲಿ ಗಣೇಶಮೂರ್ತಿ ವಿಸರ್ಜನಾ ಮೆರವಣಿಗೆ ಮುಗಿಯುತ್ತಿತ್ತು. ಎಲ್ಲರೂ ಸಿಗದಿರುವುದರಿಂದ ಪೋಷಕರು ಆಸ್ಪತ್ರೆ ಆವರಣದಲ್ಲಿ ಕಣ್ಣೀರಿಡುತ್ತಿದ್ದರು.: [478, 870, 704, 900]
page-kn: ಪುಟ:2: [528, 276, 554, 288]
masthead-title-kannada: ವೈಚಾರಿಕ: [10, 4, 328, 129]
